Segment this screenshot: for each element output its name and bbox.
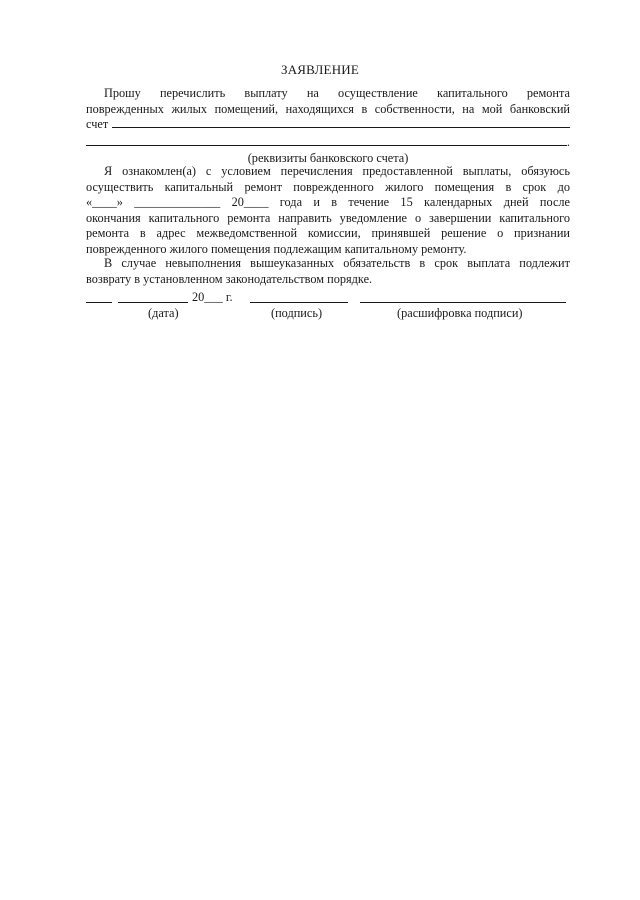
paragraph-line: Прошу перечислить выплату на осуществление капитального ремонта: [104, 86, 570, 100]
paragraph-bank-transfer: [86, 86, 570, 167]
signature-decoding-caption: (расшифровка подписи): [397, 306, 523, 320]
account-label: счет: [86, 117, 109, 132]
signature-decoding-field[interactable]: [360, 290, 566, 303]
paragraph-line: возврату в установленном законодательством порядке.: [86, 271, 373, 286]
paragraph-line: Я ознакомлен(а) с условием перечисления предоставленной выплаты, обязуюсь: [104, 164, 570, 178]
paragraph-line-deadline: «____» ______________ 20____ года и в течение 15 календарных дней после: [86, 195, 570, 210]
paragraph-obligation: [86, 164, 570, 258]
document-title: ЗАЯВЛЕНИЕ: [280, 62, 360, 77]
date-caption: (дата): [148, 306, 179, 320]
paragraph-line: осуществить капитальный ремонт поврежденного жилого помещения в срок до: [86, 179, 570, 194]
bank-details-caption: (реквизиты банковского счета): [247, 151, 409, 166]
paragraph-line: В случае невыполнения вышеуказанных обязательств в срок выплата подлежит: [104, 256, 570, 270]
paragraph-line: окончания капитального ремонта направить уведомление о завершении капитального: [86, 210, 570, 225]
paragraph-line: поврежденных жилых помещений, находящихся в собственности, на мой банковский: [86, 101, 570, 116]
account-line-2: [86, 133, 570, 151]
paragraph-line: ремонта в адрес межведомственной комиссии, принявшей решение о признании: [86, 226, 570, 241]
date-day-field[interactable]: [86, 290, 112, 303]
date-year-text: 20___ г.: [192, 290, 233, 304]
signature-caption: (подпись): [271, 306, 323, 320]
account-blank-field-2[interactable]: [86, 133, 567, 146]
account-line: [86, 117, 570, 133]
date-month-field[interactable]: [118, 290, 188, 303]
paragraph-line: поврежденного жилого помещения подлежащим капитальному ремонту.: [86, 241, 467, 256]
signature-field[interactable]: [250, 290, 348, 303]
account-blank-field[interactable]: [112, 117, 570, 128]
paragraph-refund: [86, 256, 570, 287]
account-line-end: .: [566, 134, 570, 149]
